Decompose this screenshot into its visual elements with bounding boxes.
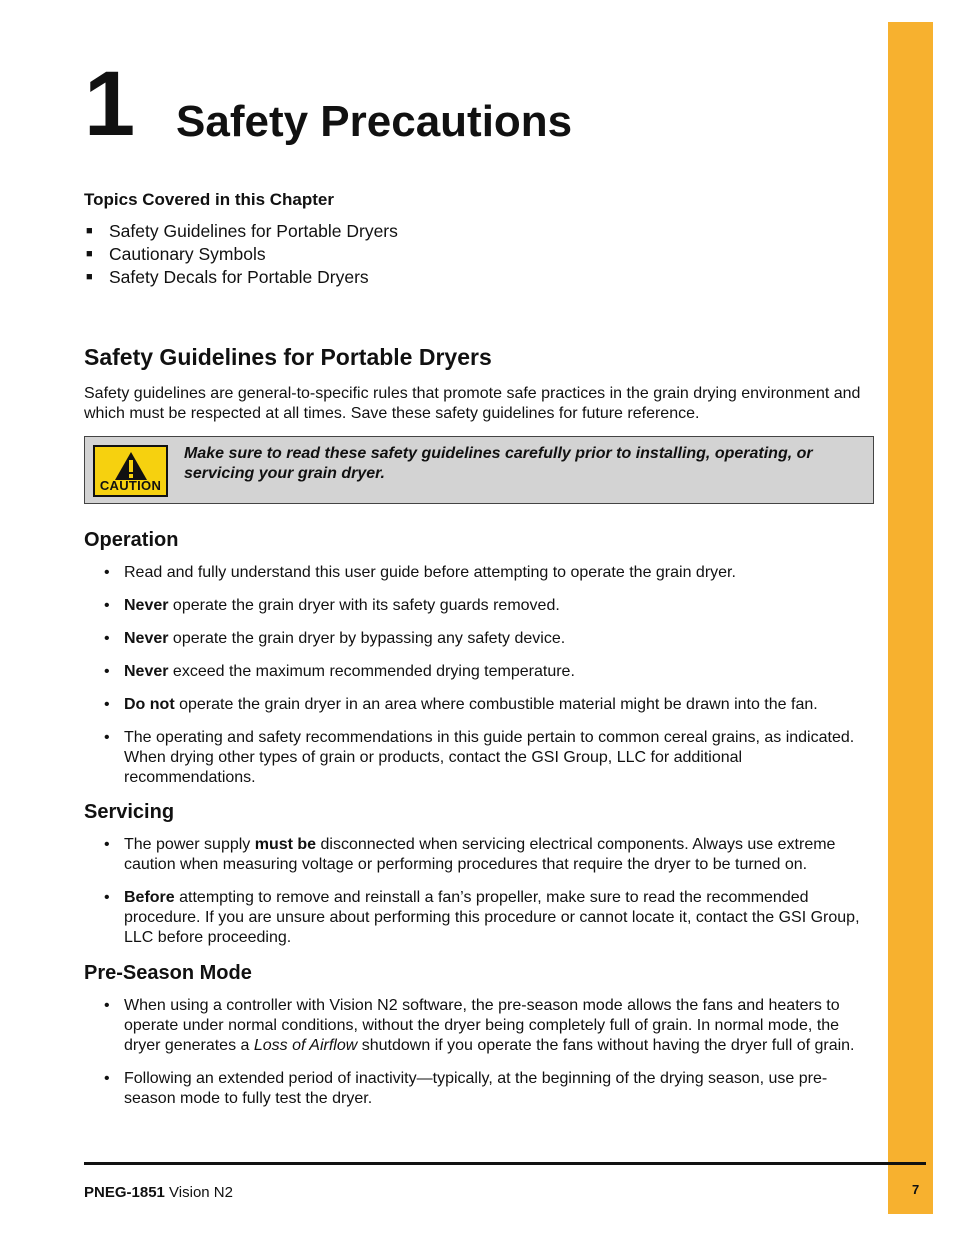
bullet-icon: •: [104, 836, 110, 853]
list-item: • Never operate the grain dryer with its safety guards removed.: [104, 597, 560, 614]
preseason-list: [84, 996, 876, 1109]
section-title: Safety Guidelines for Portable Dryers: [84, 344, 492, 370]
list-item: • When using a controller with Vision N2 software, the pre-season mode allows the fans and heaters to operate under normal conditions, without the dryer being completely full of grain. In normal mode, the dryer generates a Loss of Airflow shutdown if you operate the fans without having the dryer full of grain.: [104, 997, 855, 1054]
preseason-heading: Pre-Season Mode: [84, 962, 252, 984]
list-item: • Following an extended period of inactivity—typically, at the beginning of the drying season, use pre-season mode to fully test the dryer.: [104, 1070, 828, 1107]
square-bullet-icon: ■: [86, 248, 93, 260]
list-item: • Never operate the grain dryer by bypassing any safety device.: [104, 630, 566, 647]
list-item: • Read and fully understand this user guide before attempting to operate the grain dryer.: [104, 564, 736, 581]
page-number: 7: [912, 1182, 920, 1197]
list-item: • Never exceed the maximum recommended drying temperature.: [104, 663, 575, 680]
caution-sign: [93, 445, 168, 497]
footer-doc-id: PNEG-1851: [84, 1184, 165, 1201]
bullet-icon: •: [104, 997, 110, 1014]
servicing-section: [84, 801, 876, 961]
bullet-icon: •: [104, 696, 110, 713]
topics-list-item: ■ Safety Guidelines for Portable Dryers: [86, 221, 398, 241]
servicing-list: [84, 835, 876, 948]
list-item: • Before attempting to remove and reinstall a fan’s propeller, make sure to read the recommended procedure. If you are unsure about performing this procedure or cannot locate it, contact the GSI Group, LLC before proceeding.: [104, 889, 860, 946]
topics-heading: Topics Covered in this Chapter: [84, 190, 335, 209]
bullet-icon: •: [104, 729, 110, 746]
topics-list-item: ■ Cautionary Symbols: [86, 244, 266, 264]
square-bullet-icon: ■: [86, 271, 93, 283]
section-intro: Safety guidelines are general-to-specific rules that promote safe practices in the grain drying environment and which must be respected at all times. Save these safety guidelines for future reference.: [84, 385, 861, 422]
caution-label: CAUTION: [99, 478, 162, 493]
footer-rule: [84, 1162, 926, 1165]
chapter-number: 1: [84, 53, 136, 155]
operation-list: [84, 563, 876, 788]
chapter-side-tab: [888, 22, 933, 1214]
caution-text: Make sure to read these safety guidelines carefully prior to installing, operating, or servicing your grain dryer.: [184, 445, 813, 482]
list-item: • Do not operate the grain dryer in an area where combustible material might be drawn into the fan.: [104, 696, 818, 713]
operation-heading: Operation: [84, 529, 179, 551]
caution-notice: [84, 436, 874, 504]
preseason-section: [84, 962, 876, 1122]
square-bullet-icon: ■: [86, 225, 93, 237]
bullet-icon: •: [104, 564, 110, 581]
topics-list: [84, 220, 876, 289]
list-item: • The power supply must be disconnected when servicing electrical components. Always use extreme caution when measuring voltage or performing procedures that require the dryer to be turned on.: [104, 836, 836, 873]
footer-doc-info: [84, 1184, 233, 1201]
bullet-icon: •: [104, 663, 110, 680]
topics-list-item: ■ Safety Decals for Portable Dryers: [86, 267, 369, 287]
bullet-icon: •: [104, 630, 110, 647]
footer-product: Vision N2: [169, 1184, 233, 1201]
operation-section: [84, 529, 876, 801]
bullet-icon: •: [104, 889, 110, 906]
list-item: • The operating and safety recommendations in this guide pertain to common cereal grains, as indicated. When drying other types of grain or products, contact the GSI Group, LLC for additional recommendations.: [104, 729, 855, 786]
bullet-icon: •: [104, 597, 110, 614]
bullet-icon: •: [104, 1070, 110, 1087]
warning-triangle-icon: [114, 451, 148, 481]
chapter-title: Safety Precautions: [176, 97, 573, 146]
servicing-heading: Servicing: [84, 801, 175, 823]
